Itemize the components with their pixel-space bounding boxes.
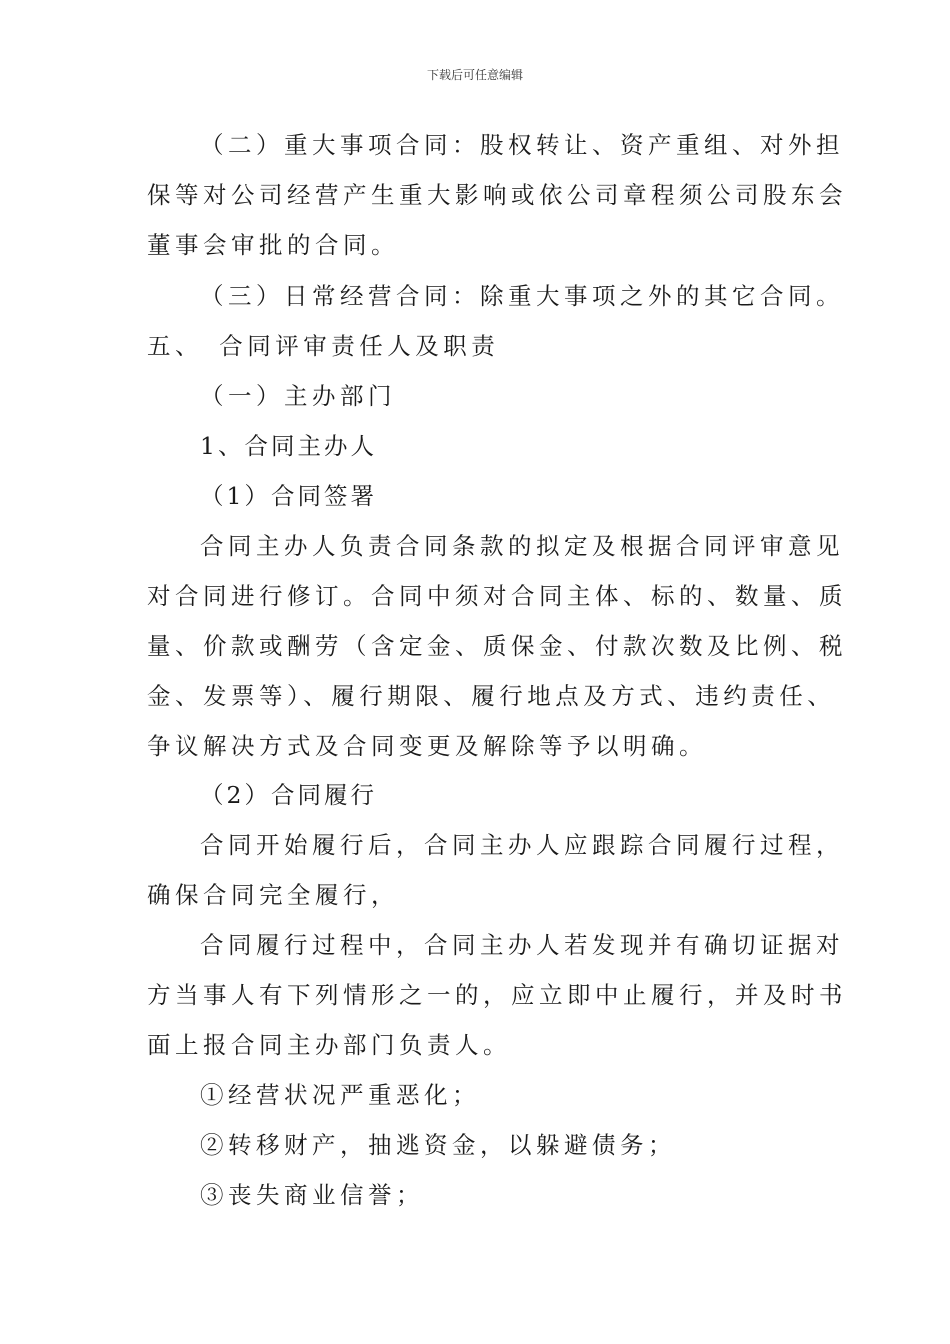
paragraph-line: 合同主办人负责合同条款的拟定及根据合同评审意见 — [200, 532, 844, 560]
paragraph-line: 合同开始履行后，合同主办人应跟踪合同履行过程， — [200, 831, 844, 859]
paragraph-line: 董事会审批的合同。 — [147, 231, 399, 259]
subsection-heading: （1）合同签署 — [200, 482, 377, 510]
subsection-heading: 1、合同主办人 — [200, 432, 377, 460]
list-item: ③丧失商业信誉； — [200, 1181, 424, 1209]
paragraph-line: 金、发票等）、履行期限、履行地点及方式、违约责任、 — [147, 682, 836, 710]
paragraph-line: 合同履行过程中，合同主办人若发现并有确切证据对 — [200, 931, 844, 959]
paragraph-line: 保等对公司经营产生重大影响或依公司章程须公司股东会 — [147, 181, 847, 209]
page-header: 下载后可任意编辑 — [426, 68, 523, 82]
paragraph-line: 面上报合同主办部门负责人。 — [147, 1031, 511, 1059]
list-item: ①经营状况严重恶化； — [200, 1081, 480, 1109]
paragraph-line: 量、价款或酬劳（含定金、质保金、付款次数及比例、税 — [147, 632, 847, 660]
paragraph-line: 方当事人有下列情形之一的，应立即中止履行，并及时书 — [147, 981, 847, 1009]
subsection-heading: （一）主办部门 — [200, 382, 396, 410]
paragraph-line: 对合同进行修订。合同中须对合同主体、标的、数量、质 — [147, 582, 847, 610]
paragraph-line: 争议解决方式及合同变更及解除等予以明确。 — [147, 732, 707, 760]
subsection-heading: （2）合同履行 — [200, 781, 377, 809]
paragraph-line: 确保合同完全履行， — [147, 881, 399, 909]
paragraph-line: （三）日常经营合同：除重大事项之外的其它合同。 — [200, 282, 844, 310]
paragraph-line: （二）重大事项合同：股权转让、资产重组、对外担 — [200, 131, 844, 159]
section-heading: 五、 合同评审责任人及职责 — [147, 332, 500, 360]
list-item: ②转移财产，抽逃资金，以躲避债务； — [200, 1131, 676, 1159]
